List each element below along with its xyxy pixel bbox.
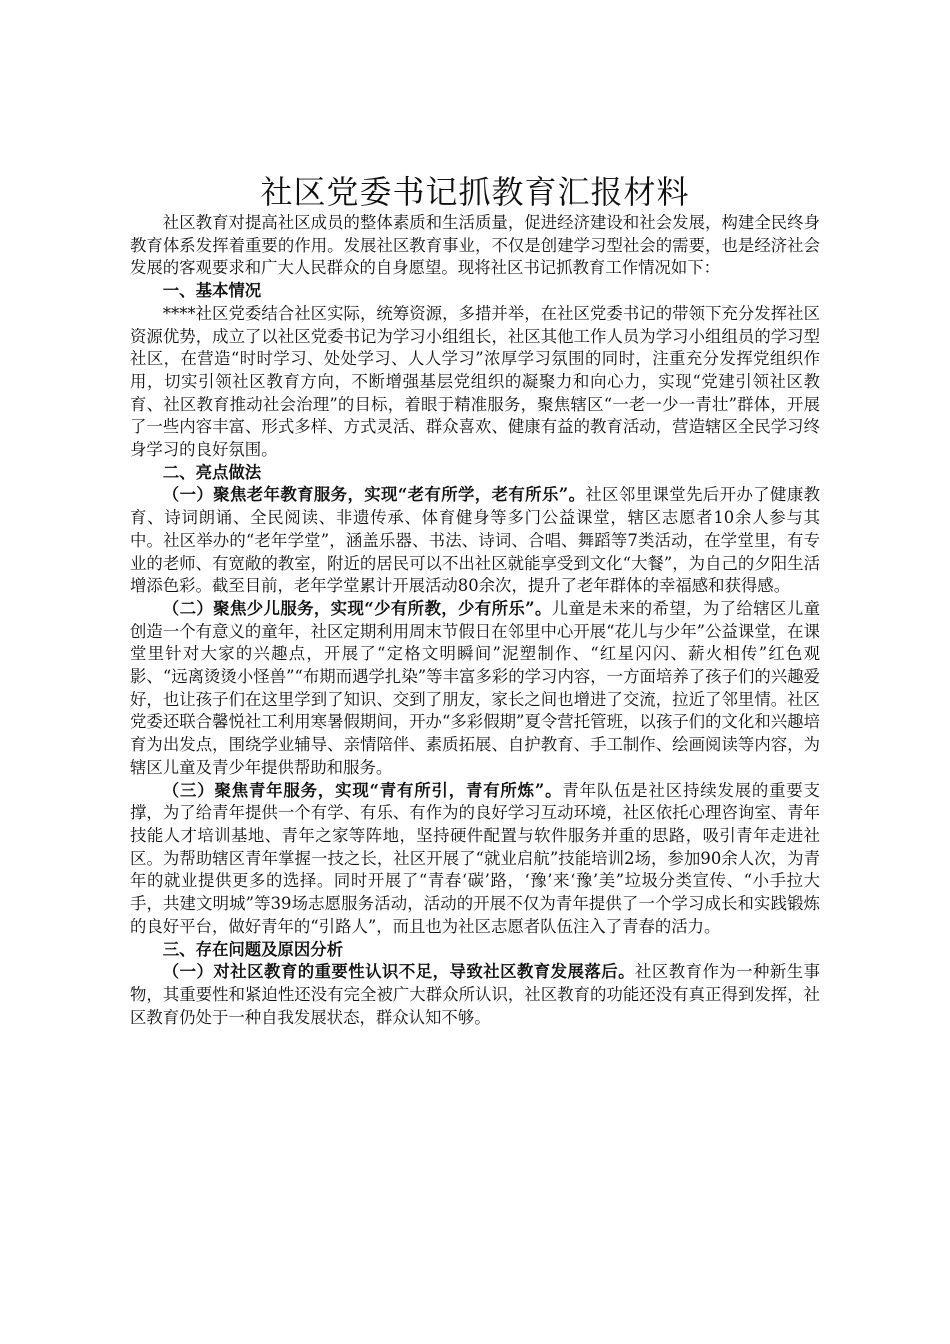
section3-item1-lead: （一）对社区教育的重要性认识不足，导致社区教育发展落后。 (162, 962, 635, 982)
section2-item1-lead: （一）聚焦老年教育服务，实现“老有所学，老有所乐”。 (162, 485, 586, 505)
section2-item1-body: 社区邻里课堂先后开办了健康教育、诗词朗诵、全民阅读、非遗传承、体育健身等多门公益课堂，辖区志愿者10余人参与其中。社区举办的“老年学堂”，涵盖乐器、书法、诗词、合唱、舞蹈等7类活动，在学堂里，有专业的老师、有宽敞的教室，附近的居民可以不出社区就能享受到文化“大餐”，为自己的夕阳生活增添色彩。截至目前，老年学堂累计开展活动80余次，提升了老年群体的幸福感和获得感。 (130, 485, 820, 596)
section2-item2-body: 儿童是未来的希望，为了给辖区儿童创造一个有意义的童年，社区定期利用周末节假日在邻里中心开展“花儿与少年”公益课堂，在课堂里针对大家的兴趣点，开展了“定格文明瞬间”泥塑制作、“红星闪闪、薪火相传”红色观影、“远离烫烫小怪兽”“布期而遇学扎染”等丰富多彩的学习内容，一方面培养了孩子们的兴趣爱好，也让孩子们在这里学到了知识、交到了朋友，家长之间也增进了交流，拉近了邻里情。社区党委还联合馨悦社工利用寒暑假期间，开办“多彩假期”夏令营托管班，以孩子们的文化和兴趣培育为出发点，围绕学业辅导、亲情陪伴、素质拓展、自护教育、手工制作、绘画阅读等内容，为辖区儿童及青少年提供帮助和服务。 (130, 598, 821, 777)
intro-paragraph: 社区教育对提高社区成员的整体素质和生活质量，促进经济建设和社会发展，构建全民终身教育体系发挥着重要的作用。发展社区教育事业，不仅是创建学习型社会的需要，也是经济社会发展的客观要求和广大人民群众的自身愿望。现将社区书记抓教育工作情况如下： (130, 213, 820, 278)
section1-body: ****社区党委结合社区实际，统筹资源，多措并举，在社区党委书记的带领下充分发挥社区资源优势，成立了以社区党委书记为学习小组组长，社区其他工作人员为学习小组组员的学习型社区，在营造“时时学习、处处学习、人人学习”浓厚学习氛围的同时，注重充分发挥党组织作用，切实引领社区教育方向，不断增强基层党组织的凝聚力和向心力，实现“党建引领社区教育、社区教育推动社会治理”的目标，着眼于精准服务，聚焦辖区“一老一少一青壮”群体，开展了一些内容丰富、形式多样、方式灵活、群众喜欢、健康有益的教育活动，营造辖区全民学习终身学习的良好氛围。 (130, 303, 820, 460)
section3-item1-body: 社区教育作为一种新生事物，其重要性和紧迫性还没有完全被广大群众所认识，社区教育的功能还没有真正得到发挥，社区教育仍处于一种自我发展状态，群众认知不够。 (130, 962, 821, 1027)
section2-item3 (130, 780, 820, 939)
section1-heading: 一、基本情况 (162, 281, 262, 301)
section2-item1 (130, 484, 820, 598)
section2-item2 (130, 598, 820, 780)
section3-item1 (130, 961, 820, 1029)
section2-item3-body: 青年队伍是社区持续发展的重要支撑，为了给青年提供一个有学、有乐、有作为的良好学习互动环境，社区依托心理咨询室、青年技能人才培训基地、青年之家等阵地，坚持硬件配置与软件服务并重的思路，吸引青年走进社区。为帮助辖区青年掌握一技之长，社区开展了“就业启航”技能培训2场，参加90余人次，为青年的就业提供更多的选择。同时开展了“青春‘碳’路，‘豫’来‘豫’美”垃圾分类宣传、“小手拉大手，共建文明城”等39场志愿服务活动，活动的开展不仅为青年提供了一个学习成长和实践锻炼的良好平台，做好青年的“引路人”，而且也为社区志愿者队伍注入了青春的活力。 (130, 780, 820, 936)
document-page (130, 172, 820, 1029)
section3-heading: 三、存在问题及原因分析 (162, 939, 344, 959)
document-title: 社区党委书记抓教育汇报材料 (260, 173, 690, 211)
section2-item2-lead: （二）聚焦少儿服务，实现“少有所教，少有所乐”。 (162, 598, 552, 618)
section2-item3-lead: （三）聚焦青年服务，实现“青有所引，青有所炼”。 (162, 780, 563, 800)
section2-heading: 二、亮点做法 (162, 462, 262, 482)
